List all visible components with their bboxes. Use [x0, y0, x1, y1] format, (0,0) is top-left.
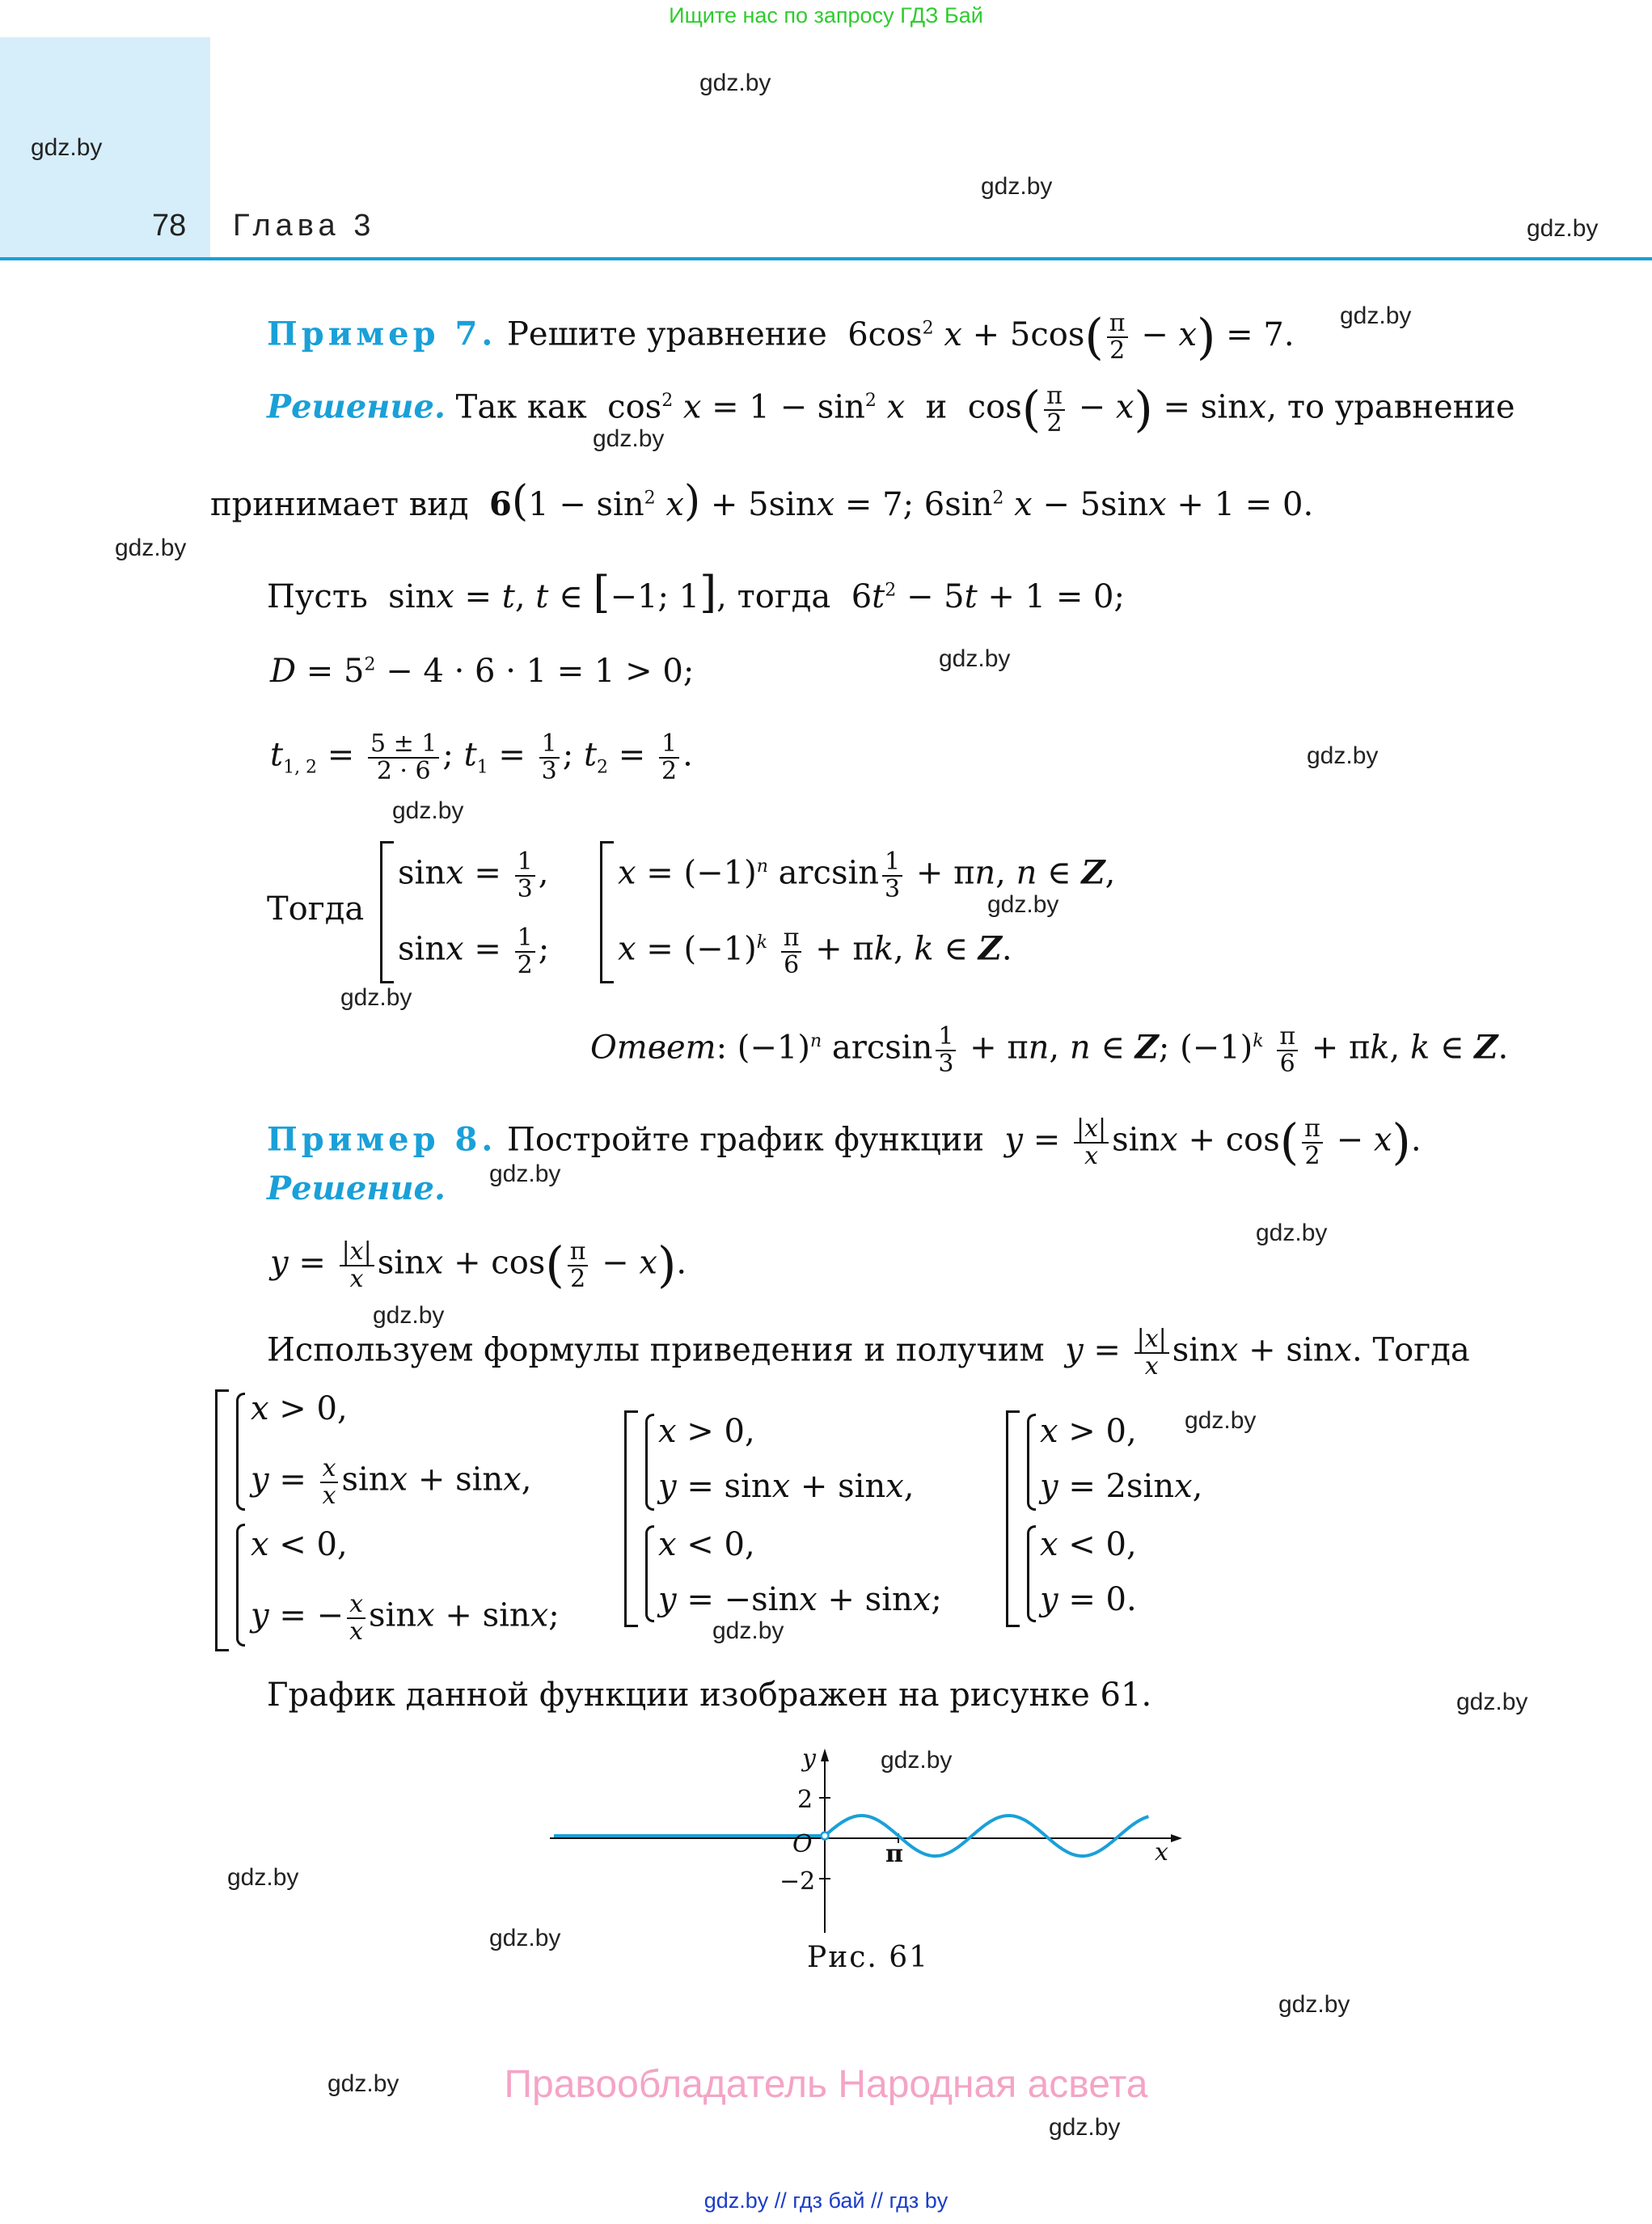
system1-line1: sinx = $\frac{1}{3}$ ,: [398, 848, 549, 903]
piecewise-brace-1b: [236, 1524, 245, 1647]
example7-title: Пример 7.: [267, 315, 497, 353]
text-then-equation: то уравнение: [1287, 388, 1515, 426]
text-use-formulas: Используем формулы приведения и получим: [267, 1331, 1045, 1369]
figure-61: [550, 1739, 1197, 1941]
header-rule: [0, 257, 1652, 260]
piece3-expr2: y = 0.: [1040, 1581, 1137, 1618]
example7-roots: $t_{1, 2}$ = $\frac{5 \pm 1}{2 \cdot 6}$ ; $t_1$ = $\frac{1}{3}$ ; $t_2$ = $\frac{1}{2}$ .: [270, 729, 693, 785]
bottom-links[interactable]: gdz.by // гдз бай // гдз by: [703, 2188, 949, 2213]
example8-task: Постройте график функции: [506, 1121, 984, 1159]
watermark: gdz.by: [227, 1864, 299, 1891]
x-axis-arrow: [1171, 1834, 1182, 1842]
piecewise-brace-2b: [645, 1525, 654, 1622]
piecewise-brace-1a: [236, 1393, 245, 1511]
example7-discriminant: $D = 5^2 - 4 \cdot 6 \cdot 1 = 1 > 0$;: [270, 653, 695, 690]
pi-label: π: [885, 1840, 903, 1868]
piecewise-bracket-1: [215, 1389, 229, 1651]
watermark: gdz.by: [981, 173, 1053, 200]
figure-caption: Рис. 61: [807, 1941, 930, 1974]
watermark: gdz.by: [340, 984, 412, 1011]
watermark: gdz.by: [373, 1302, 445, 1329]
solution-label-8: Решение.: [267, 1169, 446, 1207]
watermark: gdz.by: [712, 1617, 784, 1644]
example7-answer: Ответ: $(-1)^n$ arcsin $\frac{1}{3}$ + πn, n ∈ Z; $(-1)^k$ $\frac{\pi}{6}$ + πk, k ∈ Z.: [590, 1022, 1509, 1078]
watermark: gdz.by: [1256, 1220, 1328, 1246]
watermark: gdz.by: [987, 891, 1059, 918]
system2-line2: $x = (-1)^k$ $\frac{\pi}{6}$ + πk, k ∈ Z.: [618, 924, 1012, 979]
example8-heading: Пример 8. Постройте график функции y = $\frac{|x|}{x}$ sinx + cos( $\frac{\pi}{2}$ − x).: [267, 1114, 1422, 1171]
piece1-expr1: y = $\frac{x}{x}$ sinx + sinx,: [251, 1454, 532, 1510]
chapter-title: Глава 3: [233, 209, 376, 243]
piecewise-bracket-3: [1006, 1410, 1020, 1627]
system2-line1: $x = (-1)^n$ arcsin $\frac{1}{3}$ + πn, n ∈ Z,: [618, 848, 1116, 903]
piecewise-bracket-2: [624, 1410, 638, 1627]
text-let: Пусть: [267, 578, 368, 615]
example7-solution-line2: принимает вид $6(1 - \sin^2 x) + 5\sin x = 7$; $6\sin^2$ x − 5sinx + 1 = 0.: [210, 477, 1314, 526]
example8-graph-text: График данной функции изображен на рисунке 61.: [267, 1676, 1152, 1714]
piecewise-brace-3a: [1027, 1414, 1036, 1511]
watermark: gdz.by: [939, 645, 1011, 672]
watermark: gdz.by: [31, 134, 103, 161]
x-axis-label: x: [1155, 1838, 1168, 1867]
origin-label: O: [792, 1830, 813, 1858]
watermark: gdz.by: [593, 425, 665, 452]
piecewise-brace-2a: [645, 1414, 654, 1511]
watermark: gdz.by: [1527, 215, 1599, 242]
watermark: gdz.by: [699, 70, 771, 96]
example7-heading: [267, 308, 1295, 366]
watermark: gdz.by: [1307, 742, 1379, 769]
example8-reduction: Используем формулы приведения и получим y = $\frac{|x|}{x}$ sinx + sinx. Тогда: [267, 1325, 1470, 1380]
watermark: gdz.by: [1278, 1991, 1350, 2018]
text-takes-form: принимает вид: [210, 486, 469, 523]
example7-substitution: Пусть sinx = t, t ∈ [−1; 1], тогда $6t^2 - 5t + 1 = 0$;: [267, 567, 1125, 618]
tick-label-2: 2: [797, 1786, 813, 1814]
example8-solution-label: [267, 1169, 446, 1207]
piece2-expr1: y = sinx + sinx,: [658, 1468, 915, 1505]
rights-holder: Правообладатель Народная асвета: [504, 2063, 1148, 2106]
piece3-cond1: x > 0,: [1040, 1413, 1137, 1450]
text-then-8: Тогда: [1372, 1331, 1470, 1369]
y-axis-label: y: [802, 1744, 816, 1773]
bracket-left-2: [600, 841, 614, 983]
watermark: gdz.by: [1456, 1689, 1528, 1715]
example8-function: y = $\frac{|x|}{x}$ sinx + cos( $\frac{\pi}{2}$ − x).: [270, 1237, 687, 1294]
watermark: gdz.by: [1049, 2114, 1121, 2141]
piece3-cond2: x < 0,: [1040, 1526, 1137, 1563]
piece2-cond2: x < 0,: [658, 1526, 755, 1563]
watermark: gdz.by: [115, 535, 187, 561]
piece2-cond1: x > 0,: [658, 1413, 755, 1450]
text-and: и: [925, 388, 948, 426]
example7-solution-label: Решение.: [267, 387, 446, 426]
piece1-cond2: x < 0,: [251, 1526, 348, 1563]
piece1-expr2: y = − $\frac{x}{x}$ sinx + sinx;: [251, 1590, 560, 1646]
page-number: 78: [152, 209, 187, 243]
y-axis-arrow: [821, 1748, 829, 1761]
top-banner[interactable]: Ищите нас по запросу ГДЗ Бай: [669, 3, 983, 27]
curve-right: [825, 1816, 1148, 1856]
watermark: gdz.by: [881, 1747, 953, 1774]
watermark: gdz.by: [489, 1161, 561, 1187]
bracket-left-1: [380, 841, 394, 983]
text-then: тогда: [737, 578, 831, 615]
origin-point: [822, 1833, 829, 1840]
text-since: Так как: [455, 388, 587, 426]
system1-line2: sinx = $\frac{1}{2}$ ;: [398, 924, 550, 979]
piecewise-brace-3b: [1027, 1525, 1036, 1622]
watermark: gdz.by: [392, 797, 464, 824]
answer-label: Ответ: [590, 1029, 716, 1067]
watermark: gdz.by: [1185, 1407, 1257, 1434]
text-togda: Тогда: [267, 890, 365, 928]
piece2-expr2: y = −sinx + sinx;: [658, 1581, 942, 1618]
piece1-cond1: x > 0,: [251, 1390, 348, 1427]
example8-title: Пример 8.: [267, 1120, 497, 1159]
example7-solution-line1: Решение. Так как $\cos^2 x = 1 - \sin^2 x$ и cos( $\frac{\pi}{2}$ − x) = sinx, то уравнение: [267, 381, 1515, 438]
watermark: gdz.by: [489, 1925, 561, 1951]
piece3-expr1: y = 2sinx,: [1040, 1468, 1203, 1505]
example7-task: Решите уравнение: [506, 315, 827, 353]
watermark: gdz.by: [327, 2070, 399, 2097]
watermark: gdz.by: [1340, 302, 1412, 329]
example7-equation: $6\cos^2$ x + 5cos( $\frac{\pi}{2}$ − x) = 7.: [837, 308, 1295, 366]
tick-label-minus2: −2: [780, 1867, 816, 1896]
